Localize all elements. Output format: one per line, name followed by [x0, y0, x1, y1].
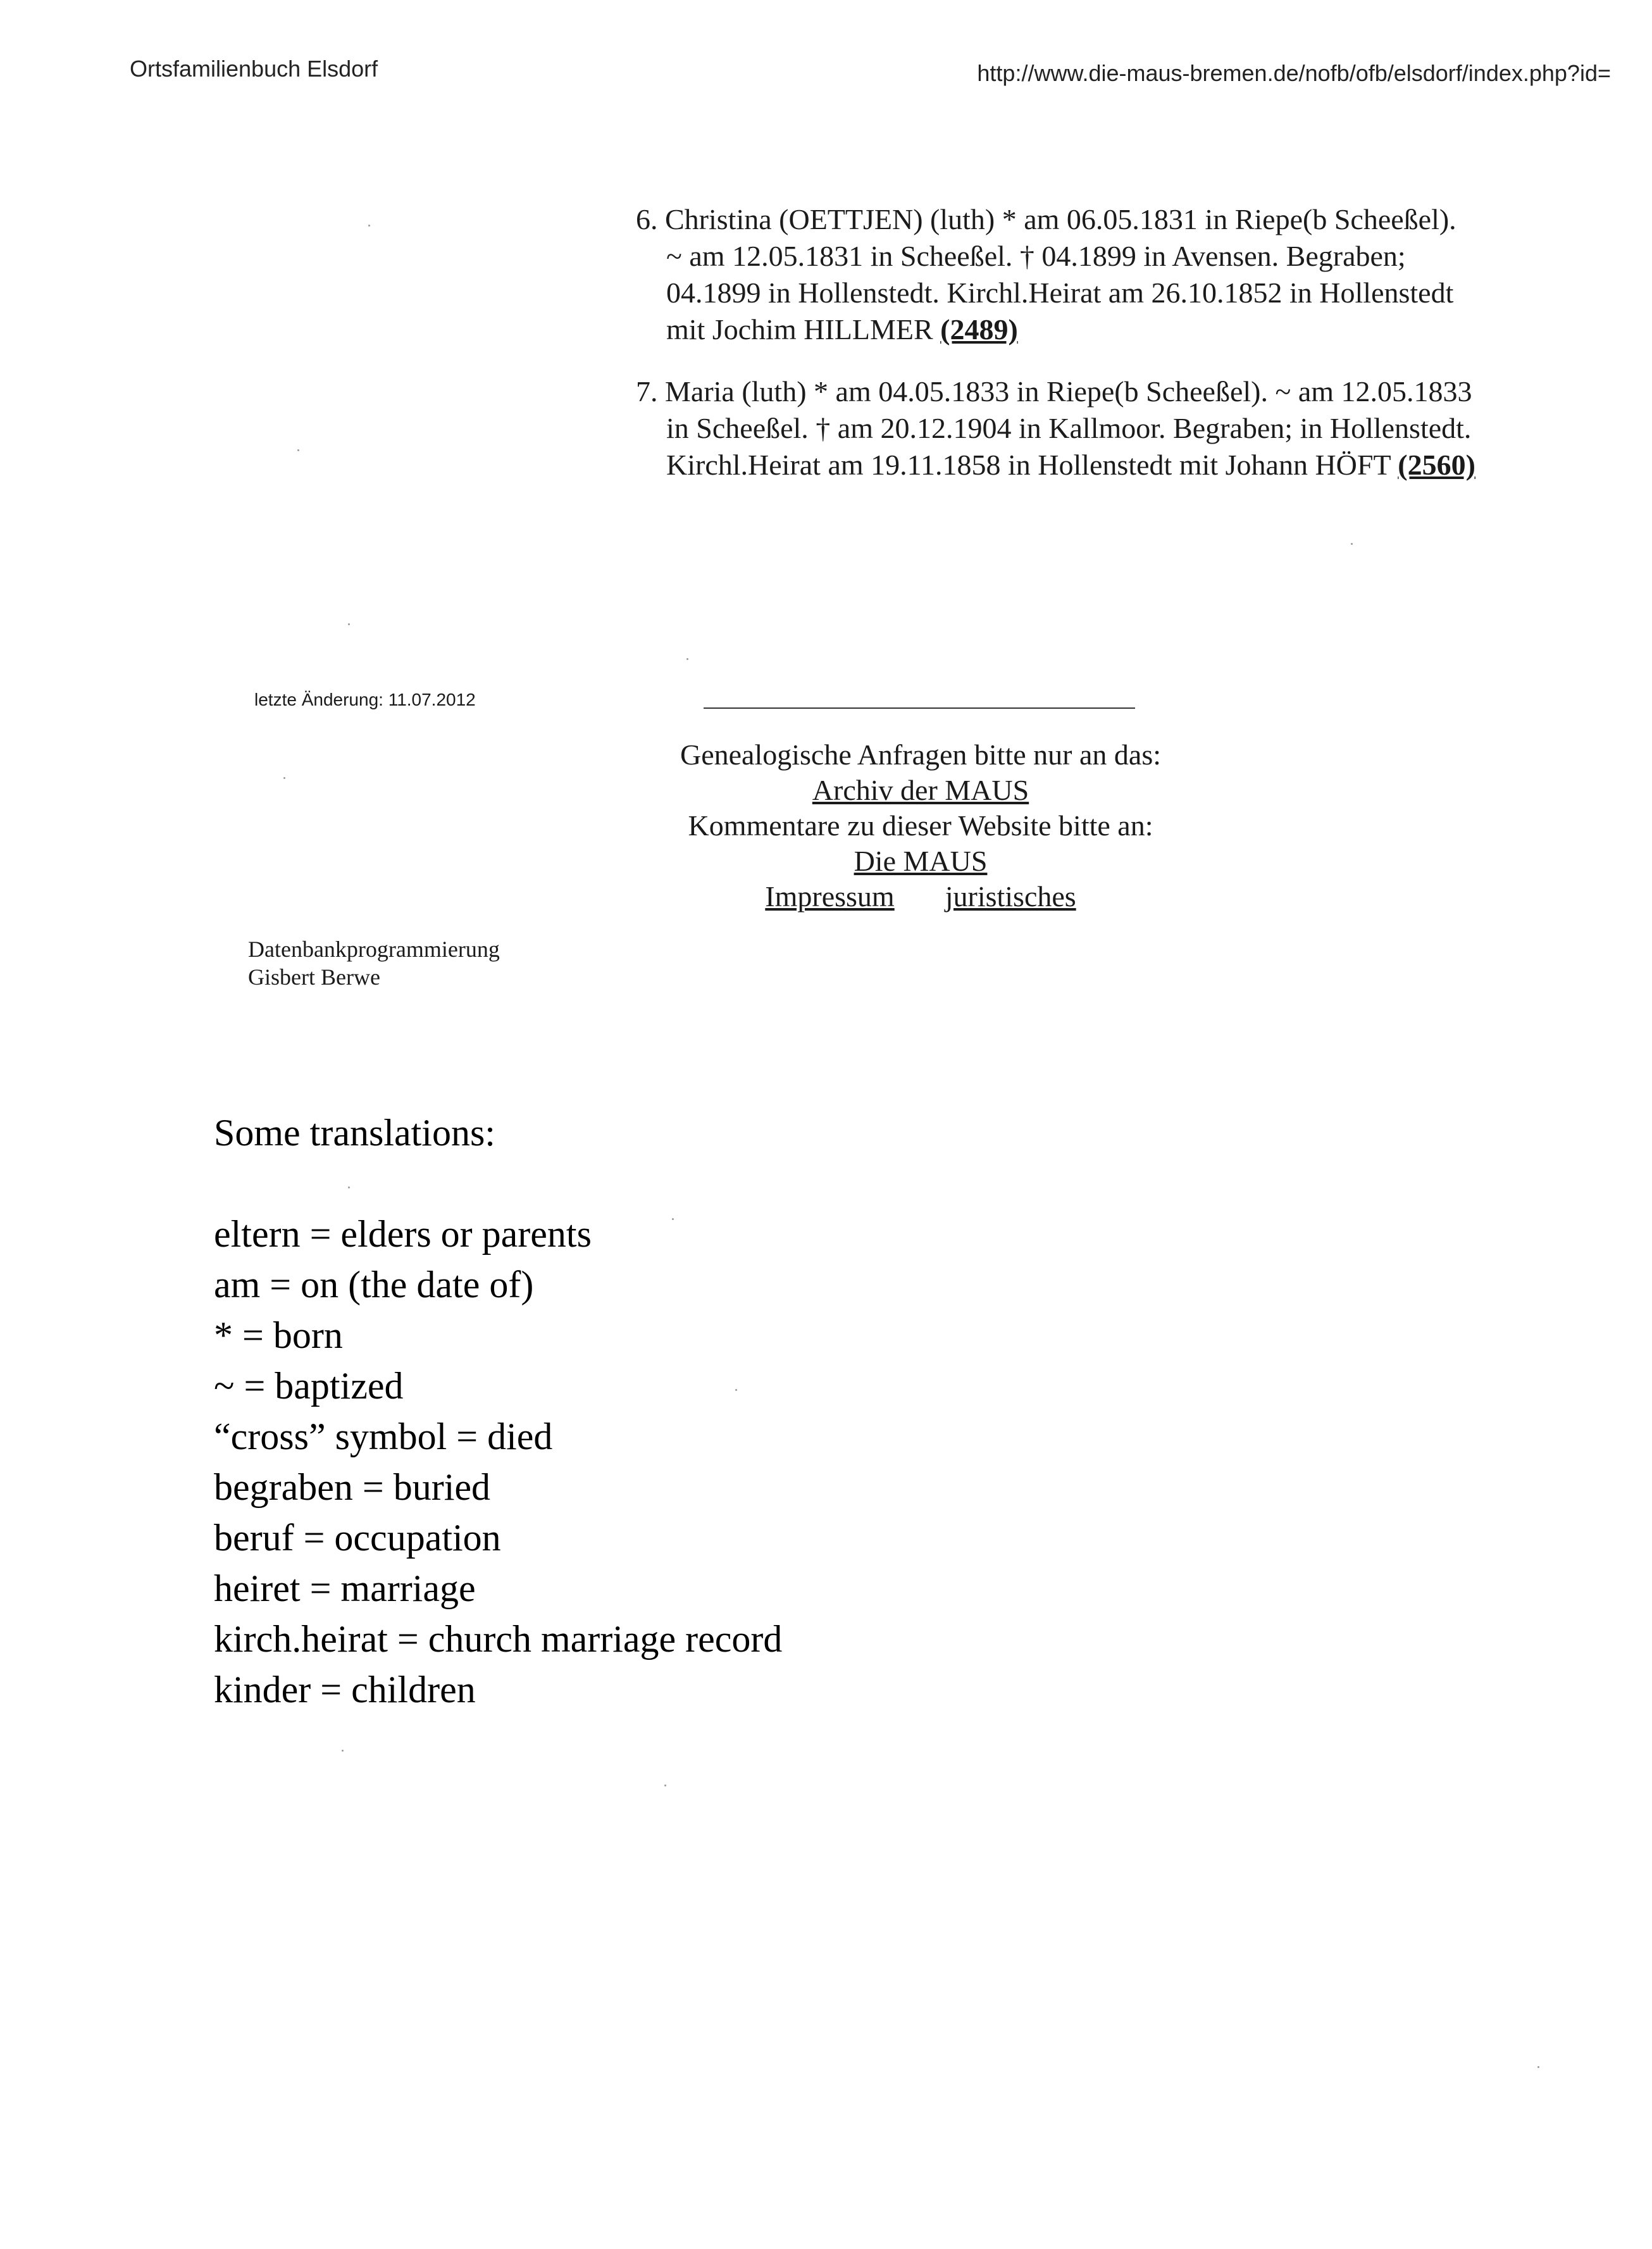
scan-speck: [672, 1218, 674, 1220]
translation-item: ~ = baptized: [214, 1365, 404, 1407]
entry-line: in Scheeßel. † am 20.12.1904 in Kallmoor. Begraben; in Hollenstedt.: [666, 412, 1472, 444]
entry-line: [636, 447, 1585, 483]
family-entry-7: [636, 373, 1585, 483]
legal-links-row: [633, 879, 1208, 914]
impressum-link[interactable]: Impressum: [765, 880, 895, 913]
entry-line: 04.1899 in Hollenstedt. Kirchl.Heirat am 26.10.1852 in Hollenstedt: [666, 277, 1454, 309]
entry-line: 6. Christina (OETTJEN) (luth) * am 06.05.1831 in Riepe(b Scheeßel).: [636, 203, 1456, 235]
translations-block: [214, 1107, 782, 1715]
translation-item: kinder = children: [214, 1669, 476, 1710]
scan-speck: [664, 1785, 666, 1786]
last-change-date: letzte Änderung: 11.07.2012: [254, 690, 476, 709]
entry-text: Kirchl.Heirat am 19.11.1858 in Hollenstedt mit Johann HÖFT: [666, 449, 1391, 481]
person-ref-link[interactable]: (2489): [940, 313, 1018, 346]
family-entry-6: [636, 201, 1585, 348]
footer-contact-block: [633, 737, 1208, 914]
translation-item: “cross” symbol = died: [214, 1416, 553, 1457]
translation-item: eltern = elders or parents: [214, 1213, 592, 1255]
spacer: [214, 1158, 782, 1209]
scan-speck: [1537, 2066, 1539, 2068]
inquiry-text: Genealogische Anfragen bitte nur an das:: [680, 738, 1161, 771]
scan-speck: [297, 449, 299, 451]
translation-item: * = born: [214, 1314, 343, 1356]
entry-line: 7. Maria (luth) * am 04.05.1833 in Riepe(b Scheeßel). ~ am 12.05.1833: [636, 375, 1472, 408]
scan-speck: [735, 1389, 737, 1391]
credits-line: Gisbert Berwe: [248, 964, 380, 990]
translation-item: heiret = marriage: [214, 1567, 476, 1609]
credits-line: Datenbankprogrammierung: [248, 937, 500, 962]
scan-speck: [283, 777, 285, 779]
credits-block: [248, 935, 500, 991]
translation-item: kirch.heirat = church marriage record: [214, 1618, 783, 1660]
person-ref-link[interactable]: (2560): [1398, 449, 1475, 481]
translation-item: beruf = occupation: [214, 1517, 501, 1559]
translation-item: am = on (the date of): [214, 1264, 534, 1305]
archive-link[interactable]: Archiv der MAUS: [812, 774, 1029, 806]
scan-speck: [686, 658, 688, 660]
maus-link[interactable]: Die MAUS: [854, 845, 988, 877]
entry-line: [636, 311, 1585, 348]
legal-link[interactable]: juristisches: [945, 880, 1076, 913]
scan-speck: [348, 1187, 350, 1188]
scan-speck: [368, 225, 370, 227]
scan-speck: [342, 1750, 344, 1752]
page-header-title: Ortsfamilienbuch Elsdorf: [130, 56, 378, 82]
footer-divider: [704, 707, 1135, 709]
translation-item: begraben = buried: [214, 1466, 490, 1508]
scan-speck: [348, 623, 350, 625]
translations-title: Some translations:: [214, 1112, 495, 1154]
entry-line: ~ am 12.05.1831 in Scheeßel. † 04.1899 in Avensen. Begraben;: [666, 240, 1406, 272]
page-header-url: http://www.die-maus-bremen.de/nofb/ofb/elsdorf/index.php?id=: [977, 60, 1611, 86]
entry-text: mit Jochim HILLMER: [666, 313, 933, 346]
comment-text: Kommentare zu dieser Website bitte an:: [688, 809, 1153, 842]
scan-speck: [1351, 543, 1353, 545]
